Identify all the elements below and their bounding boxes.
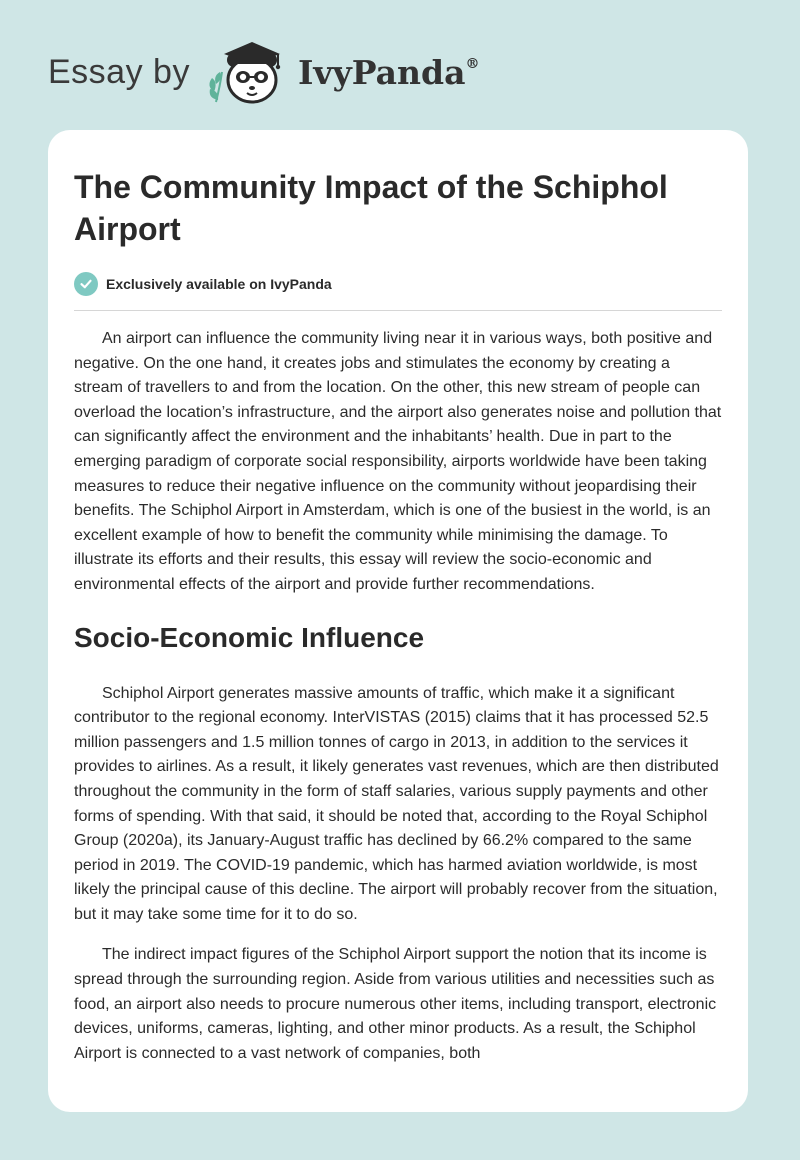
ivypanda-logo-icon (204, 36, 292, 108)
exclusive-label: Exclusively available on IvyPanda (106, 276, 332, 292)
exclusive-badge (74, 272, 722, 311)
section-socio-economic (74, 620, 722, 1067)
ivypanda-wordmark: IvyPanda® (297, 52, 480, 92)
body-paragraph: The indirect impact figures of the Schiphol Airport support the notion that its income is spread through the surrounding region. Aside from various utilities and necessities such as food, an airport also needs to procure numerous other items, including transport, electronic devices, uniforms, cameras, lighting, and other minor products. As a result, the Schiphol Airport is connected to a vast network of companies, both (74, 946, 717, 1062)
intro-paragraph: An airport can influence the community living near it in various ways, both positive and negative. On the one hand, it creates jobs and stimulates the economy by creating a stream of travellers to and from the location. On the other, this new stream of people can overload the location’s infrastructure, and the airport also generates noise and pollution that can significantly affect the environment and the inhabitants’ health. Due in part to the emerging paradigm of corporate social responsibility, airports worldwide have been taking measures to reduce their negative influence on the community without jeopardising their benefits. The Schiphol Airport in Amsterdam, which is one of the busiest in the world, is an excellent example of how to benefit the community while minimising the damage. To illustrate its efforts and their results, this essay will review the socio-economic and environmental effects of the airport and provide further recommendations. (74, 330, 722, 593)
body-paragraph: Schiphol Airport generates massive amounts of traffic, which make it a significant contributor to the regional economy. InterVISTAS (2015) claims that it has processed 52.5 million passengers and 1.5 million tonnes of cargo in 2013, in addition to the services it provides to airlines. As a result, it likely generates vast revenues, which are then distributed throughout the community in the form of staff salaries, various supply payments and other forms of spending. With that said, it should be noted that, according to the Royal Schiphol Group (2020a), its January-August traffic has declined by 66.2% compared to the same period in 2019. The COVID-19 pandemic, which has harmed aviation worldwide, is most likely the principal cause of this decline. The airport will probably recover from the situation, but it may take some time for it to do so. (74, 684, 719, 923)
essay-by-label: Essay by (48, 52, 190, 91)
section-heading: Socio-Economic Influence (74, 621, 425, 653)
page-title: The Community Impact of the Schiphol Airport (74, 169, 668, 247)
check-icon (74, 272, 98, 296)
brand-header[interactable] (48, 36, 480, 108)
essay-card (48, 130, 748, 1112)
